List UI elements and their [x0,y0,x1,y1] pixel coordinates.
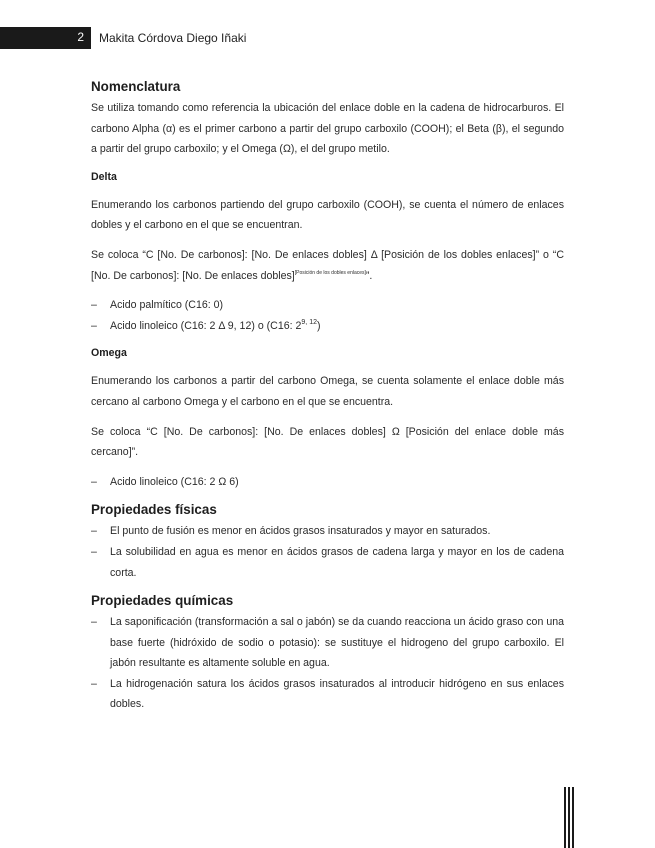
list-item-text: Acido palmítico (C16: 0) [110,299,224,312]
list-item-end: ) [316,319,321,332]
list-bullet: – [91,299,97,312]
list-item-text: Acido linoleico (C16: 2 Δ 9, 12) o (C16: 2 [110,319,302,332]
list-bullet: – [91,677,97,690]
list-item [91,316,564,337]
document-body [91,76,564,715]
page-number-tab [0,27,91,49]
delta-p2-text: Se coloca “C [No. De carbonos]: [No. De enlaces dobles] Δ [Posición de los dobles enlaces]” o “C [No. De carbonos]: [No. De enlaces dobles] [91,248,564,282]
list-bullet: – [91,319,97,332]
list-item [91,521,564,542]
omega-list [91,472,564,493]
quimicas-list [91,612,564,715]
list-item-text: La hidrogenación satura los ácidos grasos insaturados al introducir hidrógeno en sus enlaces dobles. [110,677,564,711]
section-title-delta: Delta [91,170,117,183]
delta-p2-superscript: [Posición de los dobles enlaces] [294,269,366,276]
nomenclatura-paragraph: Se utiliza tomando como referencia la ubicación del enlace doble en la cadena de hidrocarburos. El carbono Alpha (α) es el primer carbono a partir del grupo carboxilo (COOH); el Beta (β), el segundo a partir del grupo carboxilo; y el Omega (Ω), el del grupo metilo. [91,102,564,156]
list-item [91,542,564,583]
list-item [91,295,564,316]
delta-list [91,295,564,336]
delta-paragraph-1: Enumerando los carbonos partiendo del grupo carboxilo (COOH), se cuenta el número de enlaces dobles y el carbono en el que se encuentran. [91,198,564,232]
page-number: 2 [77,30,84,44]
omega-paragraph-1: Enumerando los carbonos a partir del carbono Omega, se cuenta solamente el enlace doble más cercano al carbono Omega y el carbono en el que se encuentra. [91,375,564,408]
section-title-propiedades-fisicas: Propiedades físicas [91,502,217,518]
delta-paragraph-2 [91,245,564,286]
list-item [91,612,564,674]
author-name: Makita Córdova Diego Iñaki [99,31,247,45]
list-bullet: – [91,525,97,538]
list-item-text: El punto de fusión es menor en ácidos grasos insaturados y mayor en saturados. [110,525,491,538]
list-item [91,674,564,715]
list-bullet: – [91,616,97,629]
list-item-text: La saponificación (transformación a sal o jabón) se da cuando reacciona un ácido graso con una base fuerte (hidróxido de sodio o potasio): se sustituye el hidrogeno del grupo carboxilo. El jabón resultante es altamente soluble en agua. [110,616,564,670]
list-bullet: – [91,545,97,558]
list-bullet: – [91,475,97,488]
section-title-omega: Omega [91,347,127,360]
list-item-text: La solubilidad en agua es menor en ácidos grasos de cadena larga y mayor en los de cadena corta. [110,545,564,579]
list-item-superscript: 9, 12 [301,318,317,326]
list-item-text: Acido linoleico (C16: 2 Ω 6) [110,475,239,488]
decorative-vertical-lines [564,787,574,848]
section-title-nomenclatura: Nomenclatura [91,79,181,94]
section-title-propiedades-quimicas: Propiedades químicas [91,593,234,609]
fisicas-list [91,521,564,583]
delta-p2-end: ”. [365,269,373,282]
omega-paragraph-2: Se coloca “C [No. De carbonos]: [No. De enlaces dobles] Ω [Posición del enlace doble más cercano]”. [91,425,564,459]
list-item [91,472,564,493]
